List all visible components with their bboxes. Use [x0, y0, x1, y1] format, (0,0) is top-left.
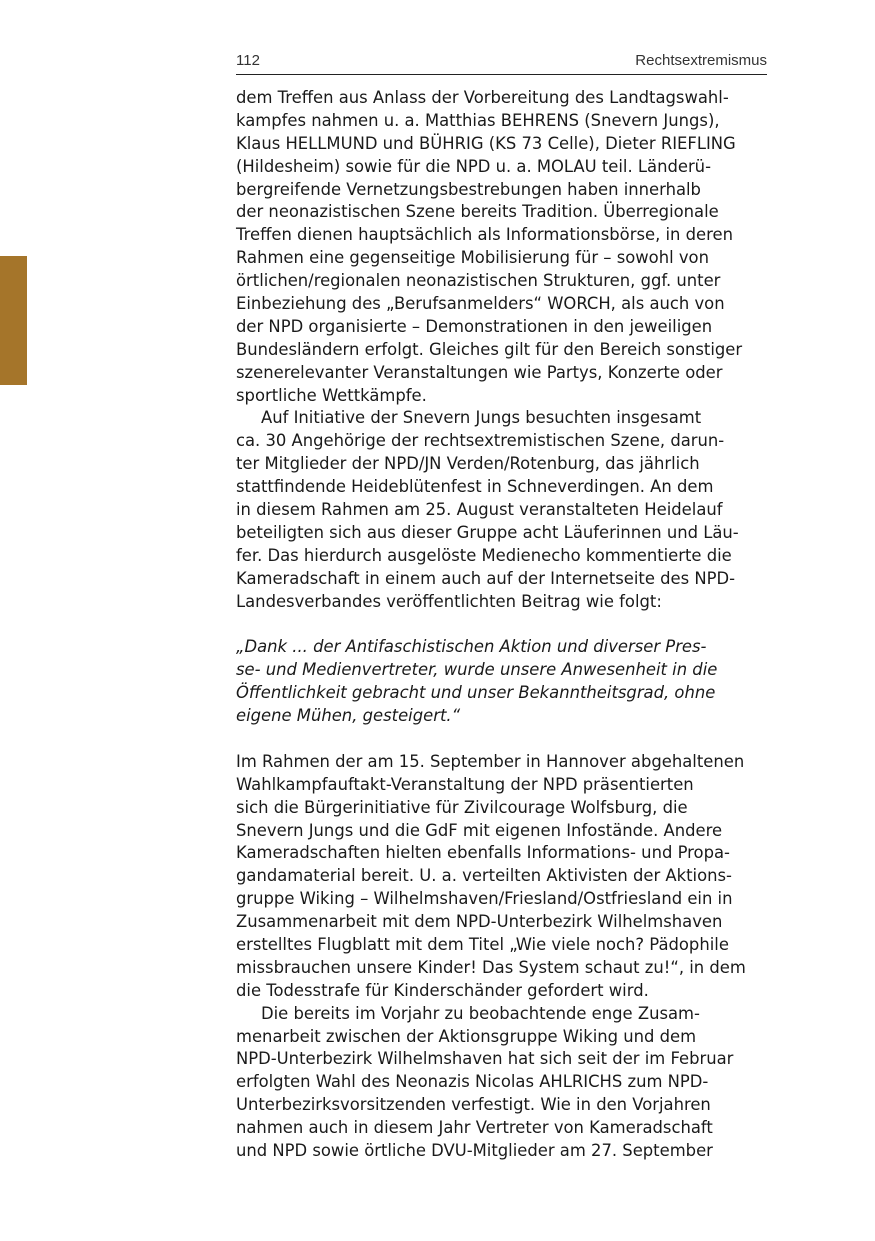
text-line: eigene Mühen, gesteigert.“ — [236, 706, 461, 726]
text-line: Landesverbandes veröffentlichten Beitrag wie folgt: — [236, 591, 662, 611]
text-line: Im Rahmen der am 15. September in Hannover abgehaltenen — [236, 751, 745, 771]
text-line: erstelltes Flugblatt mit dem Titel „Wie viele noch? Pädophile — [236, 934, 729, 954]
text-line: NPD-Unterbezirk Wilhelmshaven hat sich seit der im Februar — [236, 1049, 734, 1069]
text-line: Zusammenarbeit mit dem NPD-Unterbezirk Wilhelmshaven — [236, 912, 723, 932]
text-line: Rahmen eine gegenseitige Mobilisierung für – sowohl von — [236, 248, 709, 268]
text-line: der NPD organisierte – Demonstrationen in den jeweiligen — [236, 316, 713, 336]
text-line: szenerelevanter Veranstaltungen wie Partys, Konzerte oder — [236, 362, 723, 382]
chapter-side-tab — [0, 256, 27, 385]
text-line: Wahlkampfauftakt-Veranstaltung der NPD präsentierten — [236, 774, 694, 794]
text-line: kampfes nahmen u. a. Matthias BEHRENS (Snevern Jungs), — [236, 110, 720, 130]
text-line: bergreifende Vernetzungsbestrebungen haben innerhalb — [236, 179, 701, 199]
page-number: 112 — [236, 52, 260, 69]
paragraph — [236, 751, 776, 1003]
text-line: örtlichen/regionalen neonazistischen Strukturen, ggf. unter — [236, 271, 721, 291]
running-title: Rechtsextremismus — [635, 52, 767, 69]
text-line: Die bereits im Vorjahr zu beobachtende enge Zusam- — [261, 1003, 700, 1023]
text-line: erfolgten Wahl des Neonazis Nicolas AHLRICHS zum NPD- — [236, 1072, 709, 1092]
text-line: dem Treffen aus Anlass der Vorbereitung des Landtagswahl- — [236, 88, 729, 107]
text-line: Klaus HELLMUND und BÜHRIG (KS 73 Celle), Dieter RIEFLING — [236, 133, 736, 153]
block-quote — [236, 636, 776, 728]
text-line: stattfindende Heideblütenfest in Schneverdingen. An dem — [236, 477, 714, 497]
text-line: „Dank ... der Antifaschistischen Aktion und diverser Pres- — [236, 637, 707, 657]
text-line: sich die Bürgerinitiative für Zivilcourage Wolfsburg, die — [236, 797, 688, 817]
text-line: sportliche Wettkämpfe. — [236, 385, 427, 405]
text-line: missbrauchen unsere Kinder! Das System schaut zu!“, in dem — [236, 957, 746, 977]
text-line: die Todesstrafe für Kinderschänder gefordert wird. — [236, 980, 649, 1000]
text-line: gruppe Wiking – Wilhelmshaven/Friesland/Ostfriesland ein in — [236, 889, 733, 909]
text-line: der neonazistischen Szene bereits Tradition. Überregionale — [236, 202, 719, 222]
text-line: Einbeziehung des „Berufsanmelders“ WORCH, als auch von — [236, 294, 725, 314]
text-line: beteiligten sich aus dieser Gruppe acht Läuferinnen und Läu- — [236, 522, 739, 542]
text-line: Treffen dienen hauptsächlich als Informationsbörse, in deren — [236, 225, 733, 245]
text-line: se- und Medienvertreter, wurde unsere Anwesenheit in die — [236, 660, 718, 680]
blank-line — [236, 728, 776, 751]
text-line: nahmen auch in diesem Jahr Vertreter von Kameradschaft — [236, 1118, 713, 1138]
text-line: fer. Das hierdurch ausgelöste Medienecho kommentierte die — [236, 545, 732, 565]
paragraph — [236, 1003, 776, 1163]
text-line: Unterbezirksvorsitzenden verfestigt. Wie in den Vorjahren — [236, 1095, 711, 1115]
text-line: ter Mitglieder der NPD/JN Verden/Rotenburg, das jährlich — [236, 454, 700, 474]
text-line: Kameradschaften hielten ebenfalls Informations- und Propa- — [236, 843, 730, 863]
blank-line — [236, 613, 776, 636]
paragraph — [236, 407, 776, 613]
text-line: in diesem Rahmen am 25. August veranstalteten Heidelauf — [236, 500, 723, 520]
text-line: gandamaterial bereit. U. a. verteilten Aktivisten der Aktions- — [236, 866, 732, 886]
text-line: und NPD sowie örtliche DVU-Mitglieder am 27. September — [236, 1140, 713, 1160]
text-line: Öffentlichkeit gebracht und unser Bekanntheitsgrad, ohne — [236, 683, 716, 703]
text-line: menarbeit zwischen der Aktionsgruppe Wiking und dem — [236, 1026, 697, 1046]
text-line: Kameradschaft in einem auch auf der Internetseite des NPD- — [236, 568, 736, 588]
paragraph — [236, 87, 776, 407]
page-header — [236, 50, 767, 75]
text-line: ca. 30 Angehörige der rechtsextremistischen Szene, darun- — [236, 431, 725, 451]
text-line: Snevern Jungs und die GdF mit eigenen Infostände. Andere — [236, 820, 723, 840]
text-line: Auf Initiative der Snevern Jungs besuchten insgesamt — [261, 408, 702, 428]
text-line: (Hildesheim) sowie für die NPD u. a. MOLAU teil. Länderü- — [236, 156, 711, 176]
text-line: Bundesländern erfolgt. Gleiches gilt für den Bereich sonstiger — [236, 339, 743, 359]
body-text — [236, 87, 776, 1163]
